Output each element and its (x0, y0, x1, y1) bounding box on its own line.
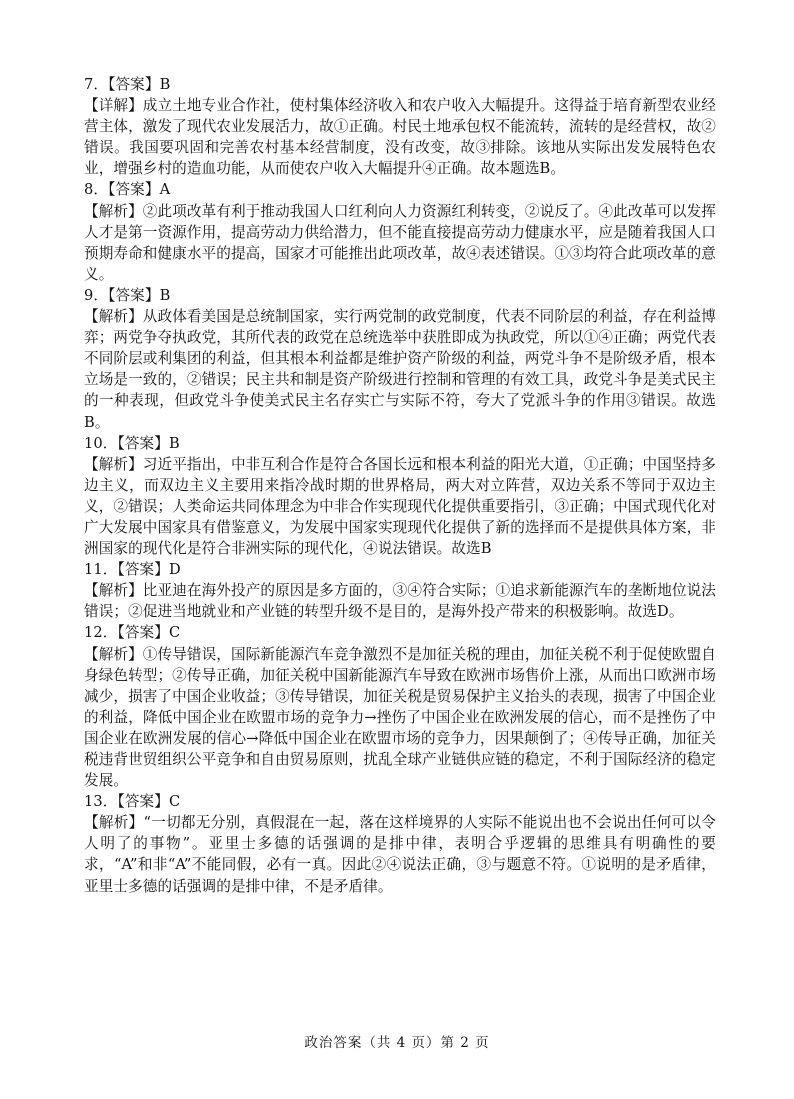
question-number: 7． (84, 76, 109, 93)
question-12 (84, 622, 716, 791)
question-7 (84, 74, 716, 179)
explanation-label: 【解析】 (84, 308, 143, 326)
explanation (84, 812, 716, 896)
answer-line (84, 559, 716, 580)
answer-line (84, 179, 716, 200)
explanation-text: ①传导错误，国际新能源汽车竞争激烈不是加征关税的理由，加征关税不利于促使欧盟自身绿色转型；②传导正确，加征关税中国新能源汽车导致在欧洲市场售价上涨，从而出口欧洲市场减少，损害了中国企业收益；③传导错误，加征关税是贸易保护主义抬头的表现，损害了中国企业的利益，降低中国企业在欧盟市场的竞争力→挫伤了中国企业在欧洲发展的信心，而不是挫伤了中国企业在欧洲发展的信心→降低中国企业在欧盟市场的竞争力，因果颠倒了；④传导正确，加征关税违背世贸组织公平竞争和自由贸易原则，扰乱全球产业链供应链的稳定，不利于国际经济的稳定发展。 (84, 645, 716, 790)
explanation (84, 454, 716, 559)
explanation-text: 成立土地专业合作社，使村集体经济收入和农户收入大幅提升。这得益于培育新型农业经营主体，激发了现代农业发展活力，故①正确。村民土地承包权不能流转，流转的是经营权，故②错误。我国要巩固和完善农村基本经营制度，没有改变，故③排除。该地从实际出发发展特色农业，增强乡村的造血功能，从而使农户收入大幅提升④正确。故本题选B。 (84, 97, 716, 178)
explanation (84, 580, 716, 622)
answer-label: 【答案】 (108, 181, 160, 199)
question-number: 13． (84, 793, 118, 811)
answer-line (84, 791, 716, 812)
answer-label: 【答案】 (117, 624, 169, 642)
question-number: 12． (84, 624, 118, 642)
question-number: 11． (84, 561, 118, 579)
answer-line (84, 74, 716, 95)
explanation (84, 306, 716, 433)
answer-value: C (168, 624, 181, 642)
explanation-label: 【解析】 (84, 645, 143, 663)
answer-content (84, 74, 716, 897)
question-number: 8． (84, 181, 109, 199)
answer-value: B (168, 434, 180, 452)
answer-line (84, 285, 716, 306)
question-13 (84, 791, 716, 896)
explanation-label: 【解析】 (84, 455, 143, 473)
explanation-label: 【解析】 (84, 202, 143, 220)
question-11 (84, 559, 716, 622)
answer-label: 【答案】 (117, 561, 169, 579)
explanation-label: 【解析】 (84, 814, 144, 832)
explanation-text: ②此项改革有利于推动我国人口红利向人力资源红利转变，②说反了。④此改革可以发挥人才是第一资源作用，提高劳动力供给潜力，但不能直接提高劳动力健康水平，应是随着我国人口预期寿命和健康水平的提高，国家才可能推出此项改革，故④表述错误。①③均符合此项改革的意义。 (84, 202, 716, 283)
explanation (84, 644, 716, 792)
explanation-text: 从政体看美国是总统制国家，实行两党制的政党制度，代表不同阶层的利益，存在利益博弈；两党争夺执政党，其所代表的政党在总统选举中获胜即成为执政党，所以①④正确；两党代表不同阶层或利集团的利益，但其根本利益都是维护资产阶级的利益，两党斗争不是阶级矛盾，根本立场是一致的，②错误；民主共和制是资产阶级进行控制和管理的有效工具，政党斗争是美式民主的一种表现，但政党斗争使美式民主名存实亡与实际不符，夸大了党派斗争的作用③错误。故选B。 (84, 308, 716, 431)
answer-value: D (168, 561, 181, 579)
answer-value: C (168, 793, 181, 811)
answer-value: B (159, 286, 171, 304)
answer-label: 【答案】 (117, 434, 169, 452)
explanation-label: 【详解】 (84, 97, 143, 115)
question-number: 10． (84, 434, 118, 452)
answer-label: 【答案】 (117, 793, 169, 811)
explanation (84, 201, 716, 285)
explanation-text: 习近平指出，中非互利合作是符合各国长远和根本利益的阳光大道，①正确；中国坚持多边主义，而双边主义主要用来指冷战时期的世界格局，两大对立阵营，双边关系不等同于双边主义，②错误；人类命运共同体理念为中非合作实现现代化提供重要指引，③正确；中国式现代化对广大发展中国家具有借鉴意义，为发展中国家实现现代化提供了新的选择而不是提供具体方案，非洲国家的现代化是符合非洲实际的现代化，④说法错误。故选B (84, 455, 716, 558)
answer-label: 【答案】 (108, 76, 160, 93)
explanation-text: 比亚迪在海外投产的原因是多方面的，③④符合实际；①追求新能源汽车的垄断地位说法错误；②促进当地就业和产业链的转型升级不是目的，是海外投产带来的积极影响。故选D。 (84, 582, 716, 621)
page-footer: 政治答案（共 4 页）第 2 页 (304, 1035, 490, 1051)
explanation-text: “一切都无分别，真假混在一起，落在这样境界的人实际不能说出也不会说出任何可以令人明了的事物”。亚里士多德的话强调的是排中律，表明合乎逻辑的思维具有明确性的要求，“A”和非“A”不能同假，必有一真。因此②④说法正确，③与题意不符。①说明的是矛盾律，亚里士多德的话强调的是排中律，不是矛盾律。 (84, 814, 716, 895)
answer-line (84, 622, 716, 643)
answer-label: 【答案】 (108, 286, 160, 304)
answer-value: A (159, 181, 171, 199)
answer-line (84, 433, 716, 454)
question-number: 9． (84, 286, 109, 304)
question-8 (84, 179, 716, 284)
explanation (84, 95, 716, 179)
question-9 (84, 285, 716, 433)
explanation-label: 【解析】 (84, 582, 143, 600)
question-10 (84, 433, 716, 560)
answer-value: B (159, 76, 171, 93)
